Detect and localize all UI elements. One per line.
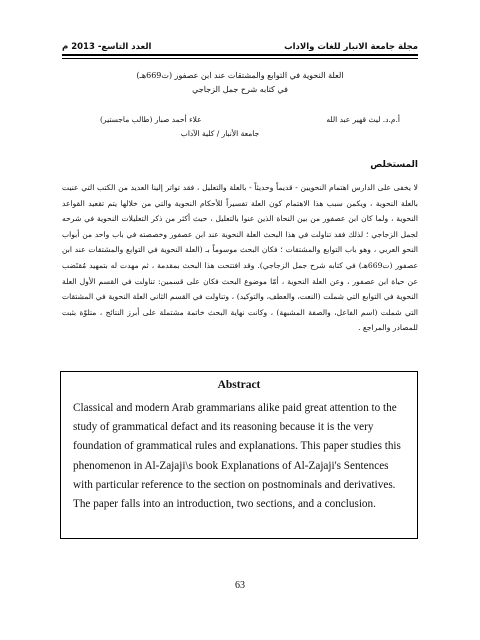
journal-header (62, 42, 418, 56)
arabic-abstract-text: لا يخفى على الدارس اهتمام النحويين - قديماً وحديثاً - بالعلة والتعليل ، فقد تواتر إلينا العديد من الكتب التي عنيت بالعلة النحوية ، ويكمن سبب هذا الاهتمام كون العلة تفسيراً للأحكام النحوية والتي من خلالها يتم تقعيد القواعد النحوية ، ولما كان ابن عصفور من بين النحاة الذين عنوا بالتعليل ، حيث أكثر من ذكر التعليلات النحوية في شرحه لجمل الزجاجي ؛ لذلك فقد تناولت في هذا البحث العلة النحوية عند ابن عصفور وخصصته في باب واحد من أبواب النحو العربي ، وهو باب التوابع والمشتقات ؛ فكان البحث موسوماً بـ (العلة النحوية في التوابع والمشتقات عند ابن عصفور (ت669هـ) في كتابه شرح جمل الزجاجي). وقد افتتحت هذا البحث بمقدمة ، ثم مهدت له بتمهيد مُقتَضب عن حياة ابن عصفور ، وعن العلة النحوية ، أمّا موضوع البحث فكان على قسمين: تناولت في القسم الأول العلة النحوية في التوابع التي شملت (النعت، والعطف، والتوكيد) ، وتناولت في القسم الثاني العلة النحوية في المشتقات التي شملت (اسم الفاعل، والصفة المشبهة) ، وكانت نهاية البحث خاتمة مشتملة على أبرز النتائج ، متلوّة بثبت للمصادر والمراجع . (62, 183, 418, 333)
issue-label: العدد التاسع- 2013 م (62, 42, 152, 52)
english-abstract-box (60, 371, 418, 539)
arabic-abstract-title: المستخلص (370, 160, 418, 170)
article-title-line-2: في كتابه شرح جمل الزجاجي (192, 85, 288, 94)
affiliation: جامعة الأنبار / كلية الآداب (180, 129, 260, 138)
english-abstract-title: Abstract (217, 379, 261, 391)
journal-name: مجلة جامعة الانبار للغات والاداب (284, 42, 418, 52)
author-2: علاء أحمد صبار (طالب ماجستير) (100, 115, 202, 124)
article-title-line-1: العلة النحوية في التوابع والمشتقات عند ابن عصفور (ت669هـ) (136, 71, 344, 80)
author-1: أ.م.د. ليث قهير عبد الله (326, 115, 400, 124)
article-title (70, 69, 410, 97)
english-abstract-text: Classical and modern Arab grammarians alike paid great attention to the study of grammatical defact and its reasoning because it is the very foundation of grammatical rules and explanations. This paper studies this phenomenon in Al-Zajaji\s book Explanations of Al-Zajaji's Sentences with particular reference to the section on postnominals and derivatives. The paper falls into an introduction, two sections, and a conclusion. (73, 402, 401, 511)
authors (100, 115, 400, 124)
page-number: 63 (235, 580, 245, 591)
